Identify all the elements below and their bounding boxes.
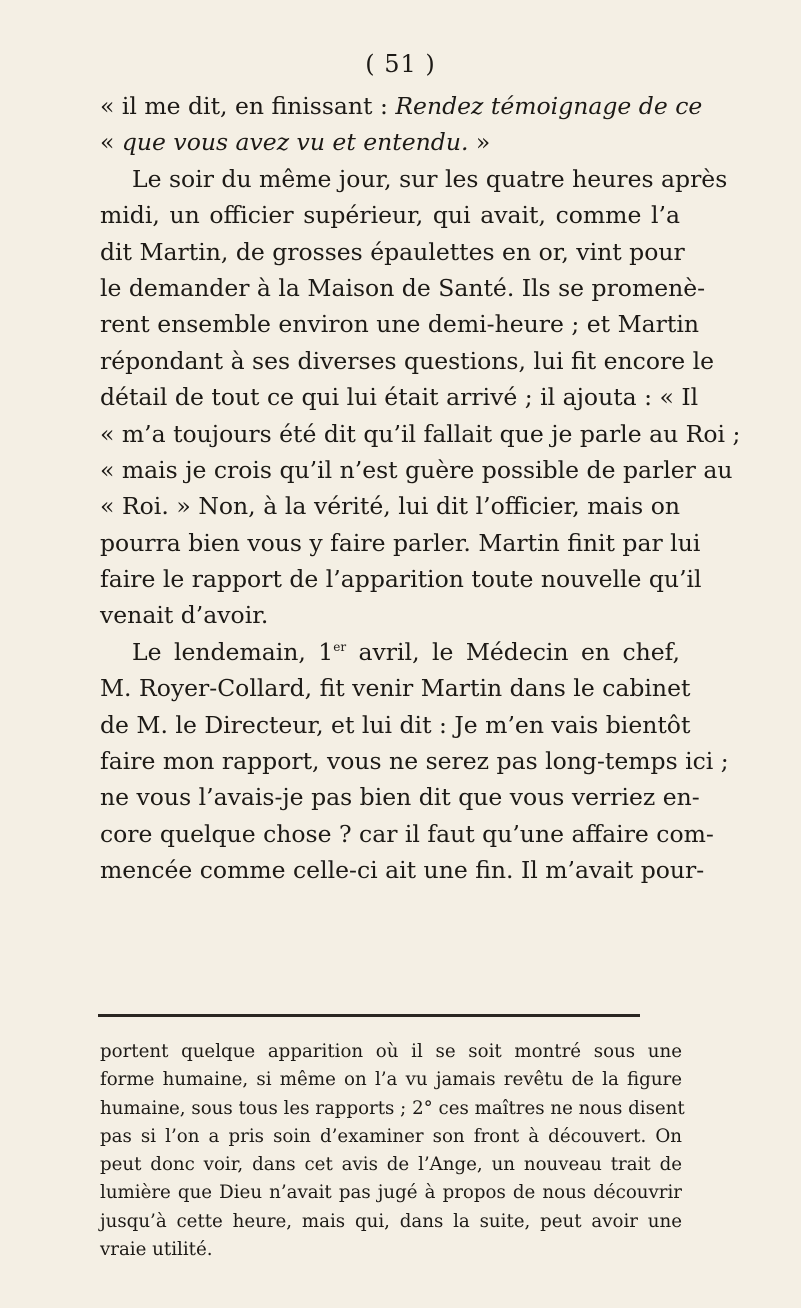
footnote-line: peut donc voir, dans cet avis de l’Ange, un nouveau trait de [100, 1154, 682, 1176]
text-segment: dit Martin, de grosses épaulettes en or, vint pour [100, 237, 685, 266]
text-segment: pourra bien vous y faire parler. Martin finit par lui [100, 528, 701, 557]
text-segment: le demander à la Maison de Santé. Ils se promenè- [100, 273, 706, 302]
text-line [100, 234, 685, 270]
text-line [100, 379, 699, 415]
footnote-line: vraie utilité. [100, 1239, 213, 1261]
text-segment: » [468, 128, 491, 157]
text-segment: « m’a toujours été dit qu’il fallait que je parle au Roi ; [100, 419, 741, 448]
text-segment: midi, un officier supérieur, qui avait, comme l’a [100, 201, 680, 230]
text-line [100, 707, 691, 743]
text-line [100, 88, 703, 124]
text-segment: rent ensemble environ une demi-heure ; et Martin [100, 310, 699, 339]
text-line [100, 270, 706, 306]
text-line [100, 197, 680, 233]
text-line [100, 816, 714, 852]
italic-text: que vous avez vu et entendu. [121, 128, 469, 157]
text-line [100, 124, 680, 160]
text-segment: Le soir du même jour, sur les quatre heures après [132, 164, 728, 193]
text-line [100, 597, 680, 633]
text-segment: « il me dit, en finissant : [100, 92, 396, 120]
text-segment: Le lendemain, 1 [132, 637, 334, 666]
footnote-line: lumière que Dieu n’avait pas jugé à propos de nous découvrir [100, 1182, 682, 1204]
text-segment: faire mon rapport, vous ne serez pas long-temps ici ; [100, 747, 729, 776]
text-line [100, 416, 741, 452]
text-line [100, 161, 728, 197]
footnote-line: pas si l’on a pris soin d’examiner son front à découvert. On [100, 1125, 682, 1147]
text-line [100, 670, 691, 706]
text-line [100, 852, 705, 888]
footnote-line: humaine, sous tous les rapports ; 2° ces maîtres ne nous disent [100, 1097, 685, 1119]
text-segment: détail de tout ce qui lui était arrivé ; il ajouta : « Il [100, 383, 699, 412]
text-segment: « [100, 128, 122, 157]
text-line [100, 561, 702, 597]
main-text [100, 88, 741, 889]
text-line [100, 743, 729, 779]
text-line [100, 343, 715, 379]
text-line [100, 779, 700, 815]
footnote-line: portent quelque apparition où il se soit montré sous une [100, 1041, 682, 1062]
text-segment: venait d’avoir. [100, 601, 269, 630]
text-segment: répondant à ses diverses questions, lui fit encore le [100, 346, 715, 375]
footnote-line: forme humaine, si même on l’a vu jamais revêtu de la figure [100, 1069, 682, 1091]
text-line [100, 525, 701, 561]
text-segment: mencée comme celle-ci ait une fin. Il m’avait pour- [100, 856, 705, 885]
italic-text: Rendez témoignage de ce [395, 92, 703, 120]
text-segment: faire le rapport de l’apparition toute nouvelle qu’il [100, 565, 702, 594]
footnote [100, 1038, 685, 1264]
text-line [100, 634, 680, 670]
text-line [100, 452, 733, 488]
superscript: er [333, 640, 347, 655]
footnote-divider [98, 1014, 640, 1017]
text-segment: ne vous l’avais-je pas bien dit que vous verriez en- [100, 783, 700, 812]
text-segment: M. Royer-Collard, fit venir Martin dans le cabinet [100, 674, 691, 703]
footnote-line: jusqu’à cette heure, mais qui, dans la suite, peut avoir une [100, 1210, 682, 1232]
text-segment: de M. le Directeur, et lui dit : Je m’en vais bientôt [100, 710, 691, 739]
text-segment: core quelque chose ? car il faut qu’une affaire com- [100, 819, 714, 848]
text-segment: « Roi. » Non, à la vérité, lui dit l’officier, mais on [100, 492, 680, 521]
text-segment: avril, le Médecin en chef, [346, 637, 680, 666]
text-line [100, 488, 680, 524]
page-number: ( 51 ) [365, 50, 436, 78]
text-line [100, 306, 699, 342]
text-segment: « mais je crois qu’il n’est guère possible de parler au [100, 455, 733, 484]
